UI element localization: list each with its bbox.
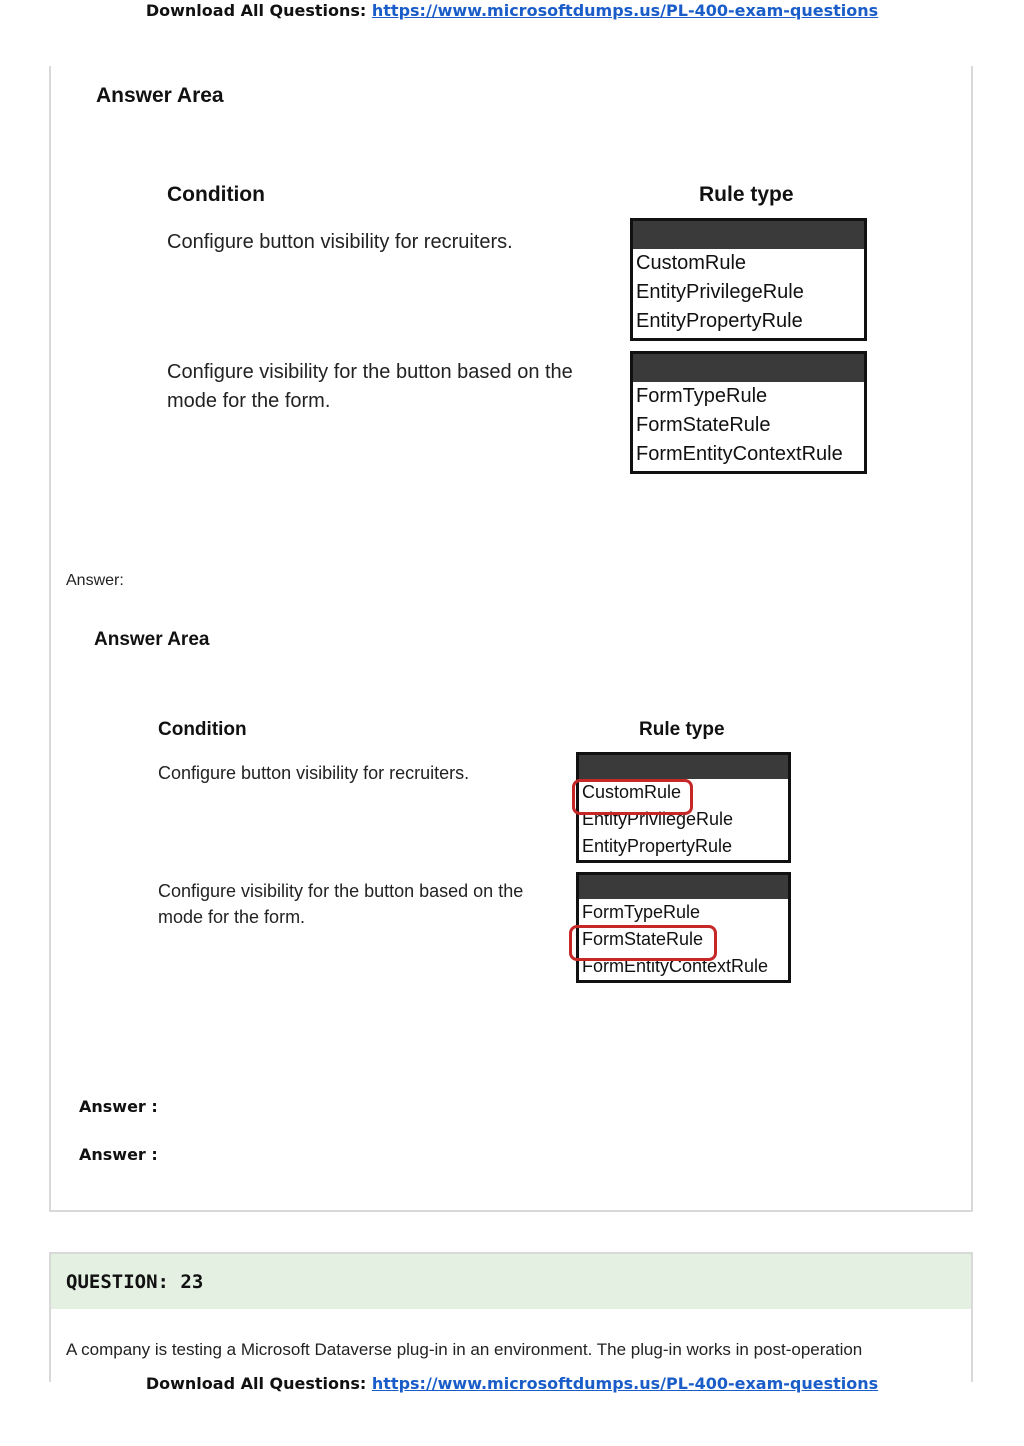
rule-dropdown-2[interactable]: [630, 351, 867, 474]
download-link[interactable]: https://www.microsoftdumps.us/PL-400-exam-questions: [371, 1374, 879, 1393]
download-label: Download All Questions:: [145, 1374, 367, 1393]
dropdown-option[interactable]: FormTypeRule: [636, 385, 768, 407]
dropdown-option[interactable]: FormEntityContextRule: [636, 443, 843, 465]
answer-condition-text-1: Configure button visibility for recruiters.: [158, 763, 470, 783]
condition-text-2: Configure visibility for the button based on the mode for the form.: [167, 361, 573, 412]
question-text: A company is testing a Microsoft Dataverse plug-in in an environment. The plug-in works in post-operation: [66, 1340, 863, 1359]
rule-dropdown-1[interactable]: [630, 218, 867, 341]
dropdown-option[interactable]: EntityPrivilegeRule: [582, 809, 734, 829]
answer-rule-dropdown-2[interactable]: [576, 872, 791, 983]
answer-area-title: Answer Area: [96, 84, 224, 107]
condition-header: Condition: [167, 183, 265, 206]
question-title: QUESTION: 23: [66, 1271, 204, 1293]
dropdown-option[interactable]: FormEntityContextRule: [582, 956, 769, 976]
dropdown-option[interactable]: EntityPrivilegeRule: [636, 281, 804, 303]
condition-header: Condition: [158, 719, 247, 740]
rule-type-header: Rule type: [699, 183, 794, 206]
dropdown-option[interactable]: FormStateRule: [636, 414, 771, 436]
dropdown-header-bar: [579, 875, 788, 899]
answer-condition-text-2: Configure visibility for the button based on the mode for the form.: [158, 881, 524, 928]
dropdown-option-selected[interactable]: CustomRule: [582, 782, 682, 802]
answer-line-2: Answer :: [79, 1145, 158, 1164]
dropdown-header-bar: [579, 755, 788, 779]
dropdown-header-bar: [633, 221, 864, 249]
download-label: Download All Questions:: [145, 1, 367, 20]
download-footer: [0, 1374, 1024, 1393]
answer-line-1: Answer :: [79, 1097, 158, 1116]
download-header: [0, 1, 1024, 20]
dropdown-option[interactable]: CustomRule: [636, 252, 747, 274]
question-card: [49, 66, 973, 1212]
next-question-card: [49, 1252, 973, 1382]
condition-text-1: Configure button visibility for recruiters.: [167, 231, 513, 253]
dropdown-option[interactable]: FormTypeRule: [582, 902, 701, 922]
dropdown-option[interactable]: EntityPropertyRule: [582, 836, 733, 856]
question-header: [51, 1254, 971, 1309]
rule-type-header: Rule type: [639, 719, 725, 740]
answer-label: Answer:: [66, 572, 124, 589]
dropdown-option-selected[interactable]: FormStateRule: [582, 929, 704, 949]
dropdown-header-bar: [633, 354, 864, 382]
answer-rule-dropdown-1[interactable]: [576, 752, 791, 863]
dropdown-option[interactable]: EntityPropertyRule: [636, 310, 803, 332]
answer-area-title: Answer Area: [94, 629, 210, 650]
download-link[interactable]: https://www.microsoftdumps.us/PL-400-exam-questions: [371, 1, 879, 20]
